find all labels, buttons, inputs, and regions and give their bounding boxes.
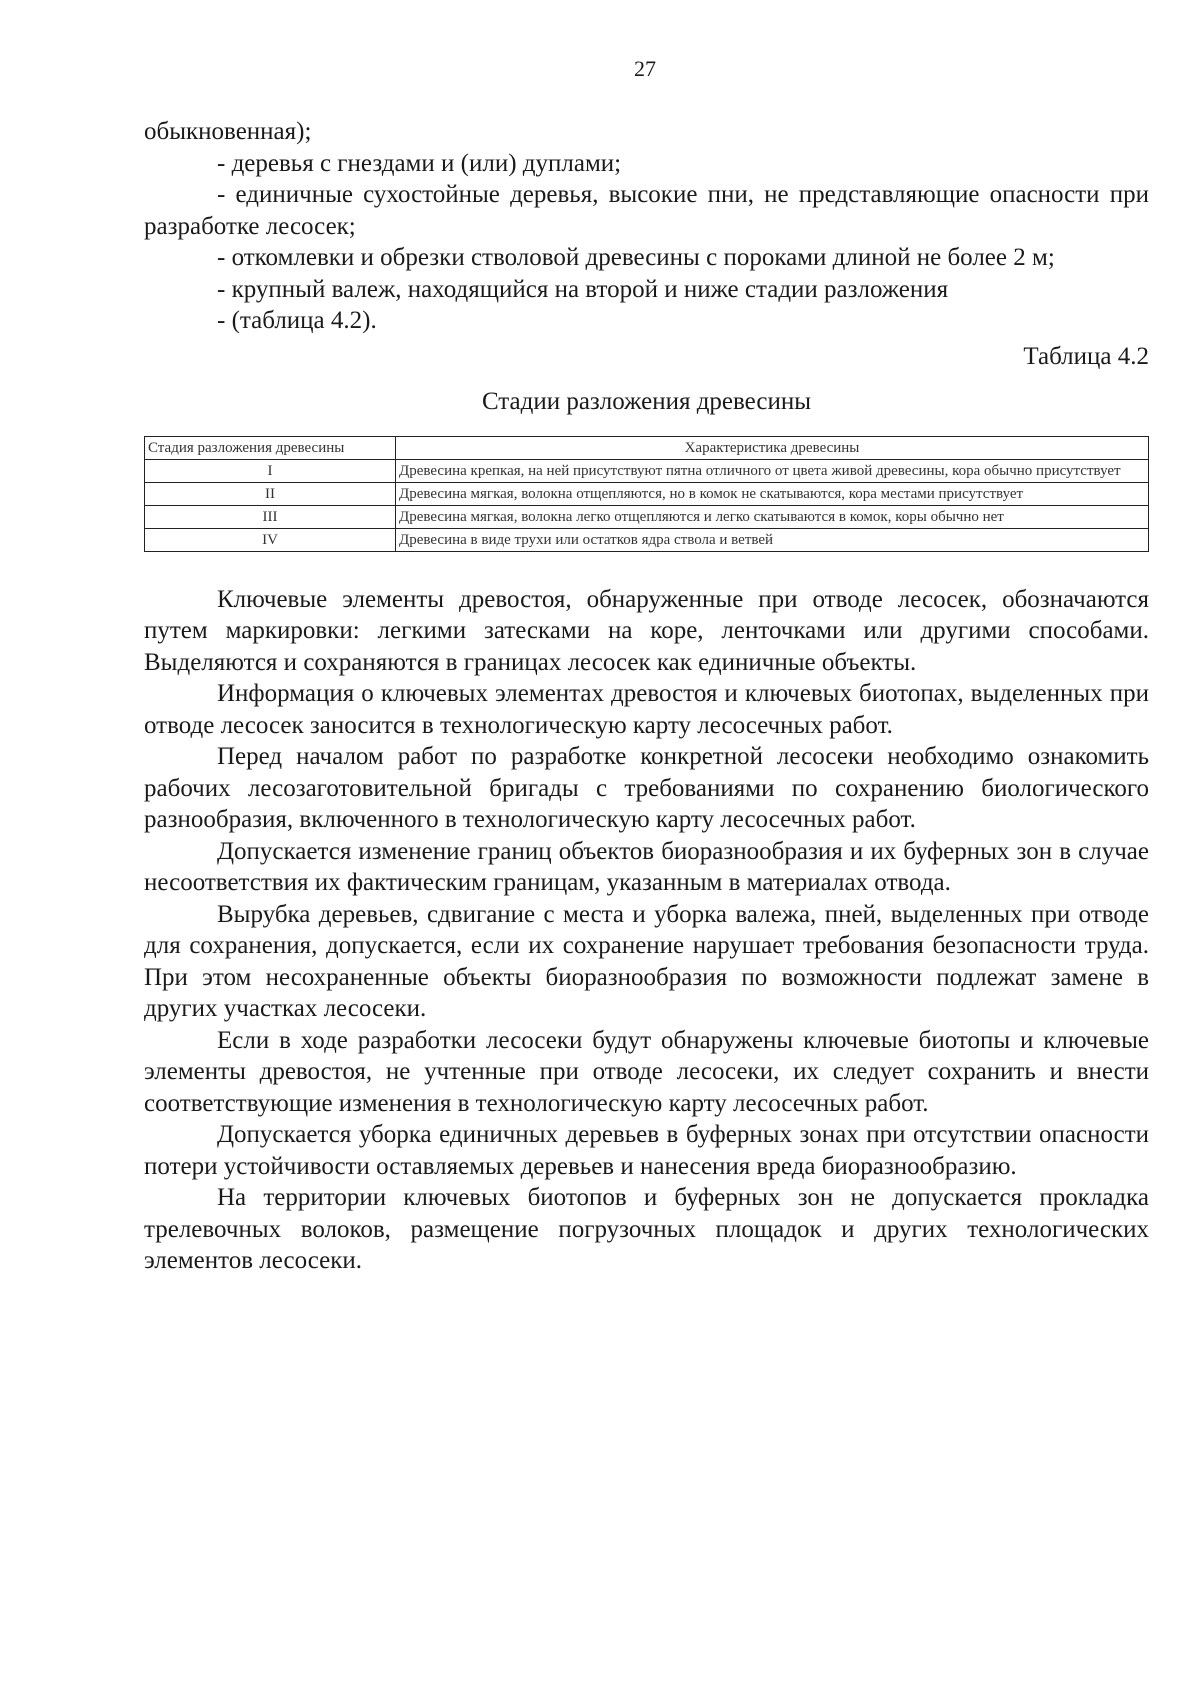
- table-row: [145, 505, 1149, 528]
- list-item: - единичные сухостойные деревья, высокие пни, не представляющие опасности при разработке лесосек;: [144, 181, 1149, 240]
- page-content: [144, 116, 1149, 1277]
- intro-continuation: обыкновенная);: [144, 118, 312, 145]
- table-row: [145, 459, 1149, 482]
- description-cell: Древесина мягкая, волокна отщепляются, но в комок не скатываются, кора местами присутствует: [396, 482, 1149, 505]
- table-caption: Таблица 4.2: [1023, 342, 1149, 370]
- body-paragraph: Ключевые элементы древостоя, обнаруженные при отводе лесосек, обозначаются путем маркировки: легкими затесками на коре, ленточками или другими способами. Выделяются и сохраняются в границах лесосек как единичные объекты.: [144, 585, 1149, 676]
- decay-stages-table: [144, 436, 1149, 552]
- body-paragraph: Допускается уборка единичных деревьев в буферных зонах при отсутствии опасности потери устойчивости оставляемых деревьев и нанесения вреда биоразнообразию.: [144, 1121, 1149, 1180]
- table-header-cell: Характеристика древесины: [396, 436, 1149, 459]
- description-cell: Древесина крепкая, на ней присутствуют пятна отличного от цвета живой древесины, кора обычно присутствует: [396, 459, 1149, 482]
- page-number: 27: [634, 56, 656, 81]
- body-paragraph: Допускается изменение границ объектов биоразнообразия и их буферных зон в случае несоответствия их фактическим границам, указанным в материалах отвода.: [144, 837, 1149, 896]
- stage-cell: II: [145, 482, 396, 505]
- description-cell: Древесина в виде трухи или остатков ядра ствола и ветвей: [396, 528, 1149, 551]
- stage-cell: III: [145, 505, 396, 528]
- table-row: [145, 528, 1149, 551]
- body-paragraph: Если в ходе разработки лесосеки будут обнаружены ключевые биотопы и ключевые элементы древостоя, не учтенные при отводе лесосеки, их следует сохранить и внести соответствующие изменения в технологическую карту лесосечных работ.: [144, 1026, 1149, 1117]
- table-header-row: [145, 436, 1149, 459]
- body-paragraph: Перед началом работ по разработке конкретной лесосеки необходимо ознакомить рабочих лесозаготовительной бригады с требованиями по сохранению биологического разнообразия, включенного в технологическую карту лесосечных работ.: [144, 743, 1149, 833]
- table-header-cell: Стадия разложения древесины: [145, 436, 396, 459]
- list-item: - откомлевки и обрезки стволовой древесины с пороками длиной не более 2 м;: [217, 244, 1055, 271]
- list-item: - (таблица 4.2).: [217, 307, 377, 334]
- table-title: Стадии разложения древесины: [481, 388, 812, 415]
- list-item: - крупный валеж, находящийся на второй и ниже стадии разложения: [217, 275, 949, 303]
- stage-cell: IV: [145, 528, 396, 551]
- stage-cell: I: [145, 459, 396, 482]
- description-cell: Древесина мягкая, волокна легко отщепляются и легко скатываются в комок, коры обычно нет: [396, 505, 1149, 528]
- body-paragraph: Информация о ключевых элементах древостоя и ключевых биотопах, выделенных при отводе лесосек заносится в технологическую карту лесосечных работ.: [144, 680, 1149, 739]
- table-row: [145, 482, 1149, 505]
- body-paragraph: На территории ключевых биотопов и буферных зон не допускается прокладка трелевочных волоков, размещение погрузочных площадок и других технологических элементов лесосеки.: [144, 1184, 1149, 1274]
- list-item: - деревья с гнездами и (или) дуплами;: [217, 149, 622, 177]
- body-text: [144, 584, 1149, 1277]
- body-paragraph: Вырубка деревьев, сдвигание с места и уборка валежа, пней, выделенных при отводе для сохранения, допускается, если их сохранение нарушает требования безопасности труда. При этом несохраненные объекты биоразнообразия по возможности подлежат замене в других участках лесосеки.: [144, 900, 1149, 1022]
